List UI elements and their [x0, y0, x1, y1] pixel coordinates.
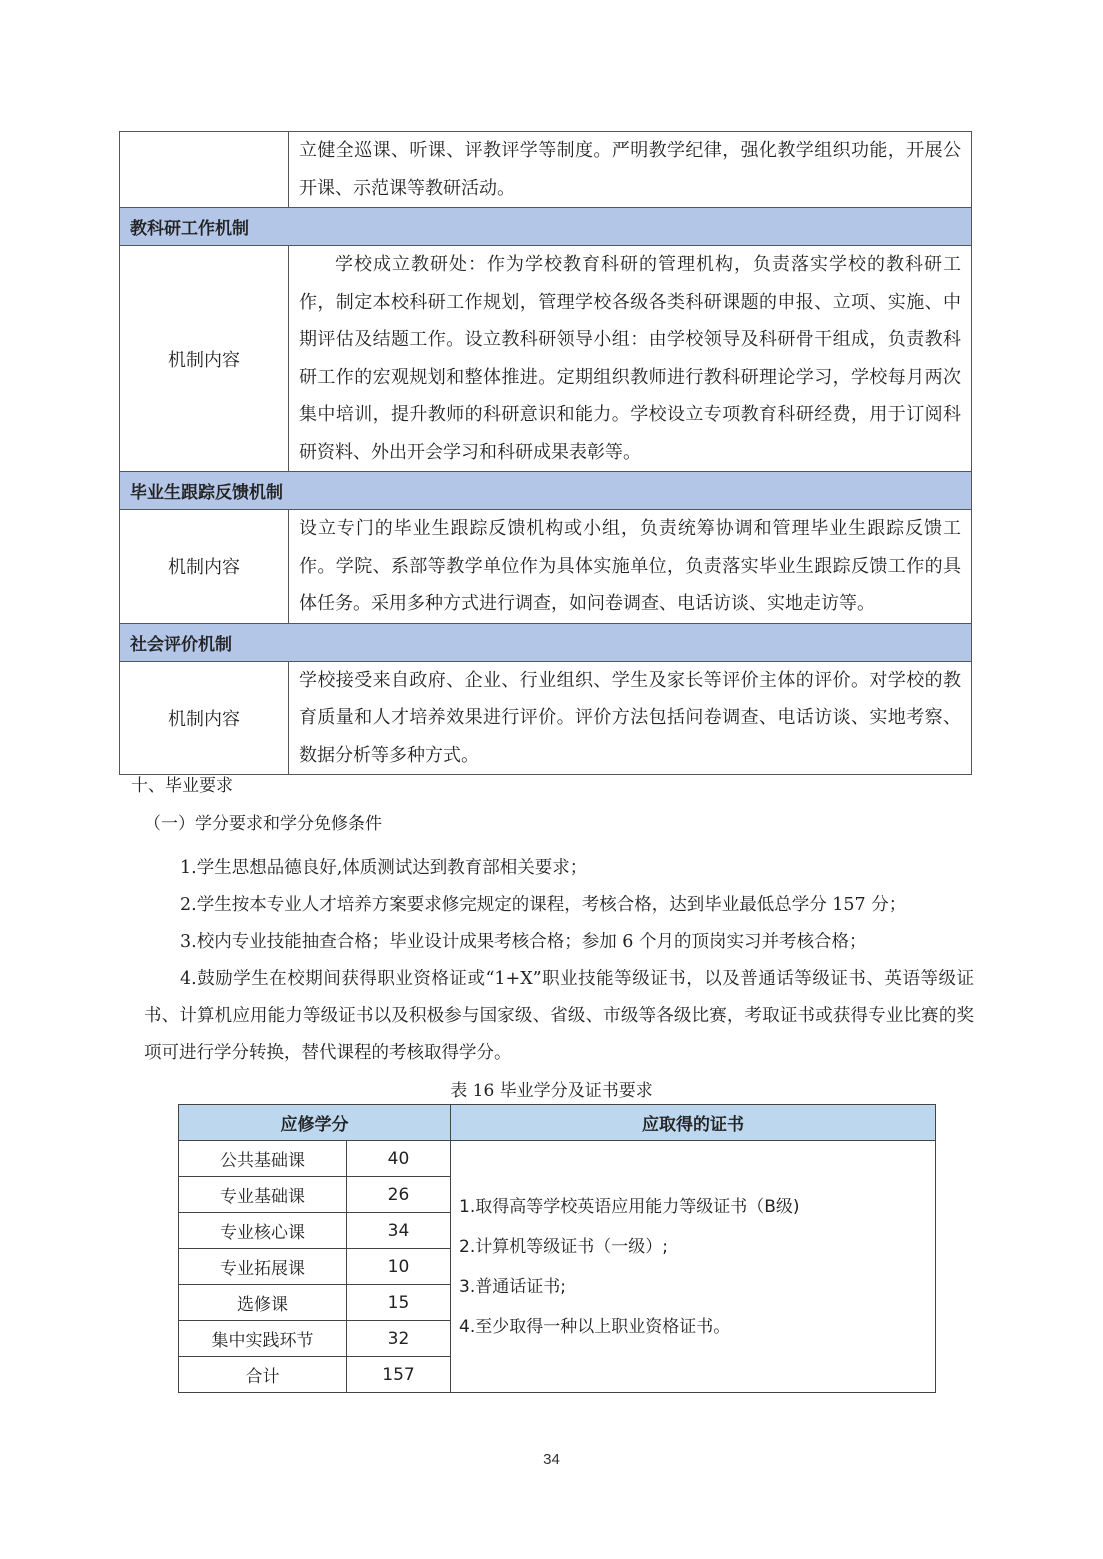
course-category: 专业拓展课 — [179, 1249, 347, 1285]
course-credits: 157 — [347, 1357, 451, 1393]
mechanism-label: 机制内容 — [120, 510, 289, 624]
course-credits: 34 — [347, 1213, 451, 1249]
header-required-credits: 应修学分 — [179, 1105, 451, 1141]
course-category: 专业基础课 — [179, 1177, 347, 1213]
mechanism-content: 立健全巡课、听课、评教评学等制度。严明教学纪律，强化教学组织功能，开展公开课、示范课等教研活动。 — [289, 132, 972, 208]
course-credits: 10 — [347, 1249, 451, 1285]
subsection-heading: （一）学分要求和学分免修条件 — [144, 814, 382, 834]
requirement-item: 4.鼓励学生在校期间获得职业资格证或“1+X”职业技能等级证书，以及普通话等级证书、英语等级证书、计算机应用能力等级证书以及积极参与国家级、省级、市级等各级比赛，考取证书或获得专业比赛的奖项可进行学分转换，替代课程的考核取得学分。 — [144, 969, 974, 1063]
section-header-row — [120, 623, 972, 661]
requirement-item: 1.学生思想品德良好,体质测试达到教育部相关要求； — [180, 858, 588, 878]
course-credits: 15 — [347, 1285, 451, 1321]
requirement-item: 2.学生按本专业人才培养方案要求修完规定的课程，考核合格，达到毕业最低总学分 157 分； — [180, 895, 907, 915]
table-caption: 表 16 毕业学分及证书要求 — [450, 1081, 653, 1101]
course-credits: 32 — [347, 1321, 451, 1357]
page-number: 34 — [543, 1451, 560, 1468]
requirement-item: 3.校内专业技能抽查合格；毕业设计成果考核合格；参加 6 个月的顶岗实习并考核合格； — [180, 932, 867, 952]
mechanism-table — [119, 131, 972, 775]
mechanism-content: 学校成立教研处：作为学校教育科研的管理机构，负责落实学校的教科研工作，制定本校科研工作规划，管理学校各级各类科研课题的申报、立项、实施、中期评估及结题工作。设立教科研领导小组：由学校领导及科研骨干组成，负责教科研工作的宏观规划和整体推进。定期组织教师进行教科研理论学习，学校每月两次集中培训，提升教师的科研意识和能力。学校设立专项教育科研经费，用于订阅科研资料、外出开会学习和科研成果表彰等。 — [289, 246, 972, 472]
section-heading: 十、毕业要求 — [131, 776, 233, 796]
course-category: 合计 — [179, 1357, 347, 1393]
section-header: 教科研工作机制 — [120, 208, 972, 246]
mechanism-content: 学校接受来自政府、企业、行业组织、学生及家长等评价主体的评价。对学校的教育质量和人才培养效果进行评价。评价方法包括问卷调查、电话访谈、实地考察、数据分析等多种方式。 — [289, 661, 972, 775]
mechanism-label: 机制内容 — [120, 246, 289, 472]
certificate-item: 3.普通话证书; — [459, 1276, 566, 1297]
section-header-row — [120, 472, 972, 510]
section-header-row — [120, 208, 972, 246]
certificate-item: 1.取得高等学校英语应用能力等级证书（B级) — [459, 1196, 800, 1217]
mechanism-row-continued — [120, 132, 972, 208]
course-category: 选修课 — [179, 1285, 347, 1321]
section-header: 毕业生跟踪反馈机制 — [120, 472, 972, 510]
mechanism-row — [120, 661, 972, 775]
mechanism-content: 设立专门的毕业生跟踪反馈机构或小组，负责统筹协调和管理毕业生跟踪反馈工作。学院、系部等教学单位作为具体实施单位，负责落实毕业生跟踪反馈工作的具体任务。采用多种方式进行调查，如问卷调查、电话访谈、实地走访等。 — [289, 510, 972, 624]
certificate-item: 4.至少取得一种以上职业资格证书。 — [459, 1316, 731, 1337]
header-certificates: 应取得的证书 — [451, 1105, 936, 1141]
credit-table — [178, 1104, 936, 1393]
course-credits: 40 — [347, 1141, 451, 1177]
section-header: 社会评价机制 — [120, 623, 972, 661]
mechanism-label-cell — [120, 132, 289, 208]
certificate-item: 2.计算机等级证书（一级）; — [459, 1236, 668, 1257]
credit-row — [179, 1141, 936, 1177]
mechanism-label: 机制内容 — [120, 661, 289, 775]
course-category: 集中实践环节 — [179, 1321, 347, 1357]
course-category: 公共基础课 — [179, 1141, 347, 1177]
course-category: 专业核心课 — [179, 1213, 347, 1249]
course-credits: 26 — [347, 1177, 451, 1213]
mechanism-row — [120, 510, 972, 624]
mechanism-row — [120, 246, 972, 472]
certificates-cell — [451, 1141, 936, 1393]
credit-table-header — [179, 1105, 936, 1141]
